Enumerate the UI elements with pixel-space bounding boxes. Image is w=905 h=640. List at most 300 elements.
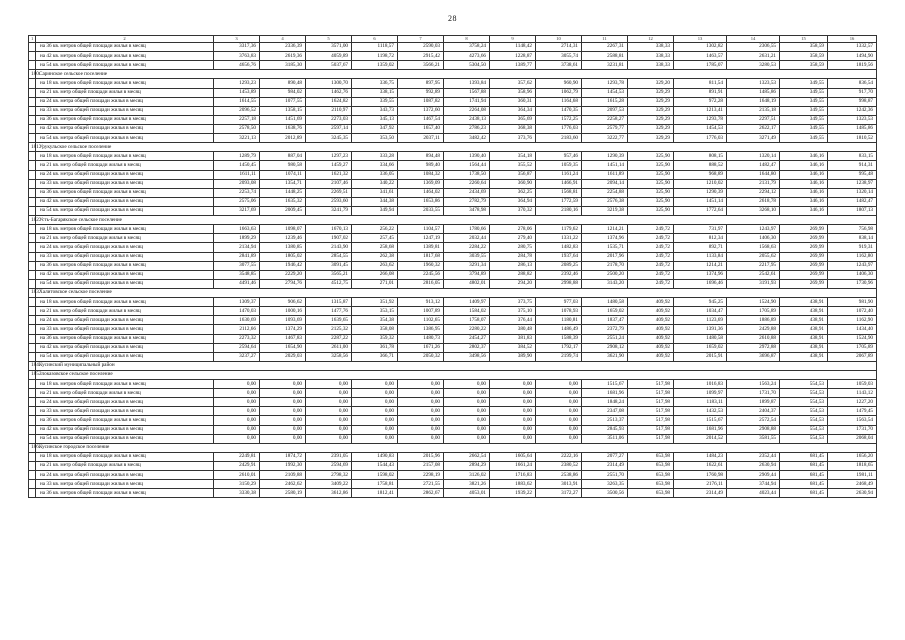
value-cell: 1621,32 <box>306 170 352 179</box>
value-cell: 681,45 <box>780 480 828 489</box>
row-number-cell <box>29 61 36 70</box>
row-number-cell <box>29 398 36 407</box>
value-cell: 1391,36 <box>674 325 727 334</box>
value-cell: 517,98 <box>628 389 674 398</box>
value-cell: 1450,45 <box>214 161 260 170</box>
value-cell: 3291,34 <box>444 261 490 270</box>
value-cell: 349,55 <box>780 134 828 143</box>
value-cell: 1007,89 <box>398 307 444 316</box>
value-cell: 258,68 <box>352 243 398 252</box>
value-cell: 1470,03 <box>214 307 260 316</box>
value-cell: 0,00 <box>306 398 352 407</box>
table-row <box>29 352 877 361</box>
value-cell: 756,98 <box>828 225 877 234</box>
value-cell: 286,13 <box>490 261 536 270</box>
row-label: на 24 кв. метра общей площади жилья в месяц <box>36 398 214 407</box>
value-cell: 811,54 <box>674 79 727 88</box>
column-number: 11 <box>582 36 628 43</box>
value-cell: 1451,14 <box>674 197 727 206</box>
value-cell: 554,53 <box>780 434 828 443</box>
value-cell: 1227,20 <box>828 398 877 407</box>
value-cell: 2029,03 <box>260 352 306 361</box>
value-cell: 2631,21 <box>727 52 780 61</box>
row-number-cell <box>29 307 36 316</box>
row-number-cell <box>29 234 36 243</box>
row-number-cell <box>29 134 36 143</box>
value-cell: 294,20 <box>490 279 536 288</box>
value-cell: 279,40 <box>490 234 536 243</box>
value-cell: 338,15 <box>352 88 398 97</box>
value-cell: 653,98 <box>628 480 674 489</box>
value-cell: 1123,69 <box>674 316 727 325</box>
value-cell: 3219,38 <box>582 206 628 215</box>
value-cell: 3221,13 <box>214 134 260 143</box>
value-cell: 1657,40 <box>398 124 444 133</box>
value-cell: 977,03 <box>536 298 582 307</box>
row-number-cell <box>29 243 36 252</box>
value-cell: 2468,49 <box>828 480 877 489</box>
value-cell: 2015,91 <box>674 352 727 361</box>
value-cell: 1780,66 <box>444 225 490 234</box>
column-number: 10 <box>536 36 582 43</box>
value-cell: 0,00 <box>214 434 260 443</box>
value-cell: 2721,55 <box>398 480 444 489</box>
column-number: 15 <box>780 36 828 43</box>
value-cell: 338,33 <box>628 43 674 52</box>
value-cell: 945,25 <box>674 298 727 307</box>
value-cell: 1180,81 <box>536 316 582 325</box>
value-cell: 517,98 <box>628 398 674 407</box>
value-cell: 892,71 <box>674 243 727 252</box>
row-label: на 33 кв. метра общей площади жилья в месяц <box>36 480 214 489</box>
value-cell: 0,00 <box>398 398 444 407</box>
value-cell: 984,02 <box>260 88 306 97</box>
column-number: 5 <box>306 36 352 43</box>
table-row <box>29 52 877 61</box>
row-number-cell <box>29 452 36 461</box>
row-label: на 42 кв. метра общей площади жилья в месяц <box>36 124 214 133</box>
value-cell: 1659,02 <box>582 307 628 316</box>
column-number: 12 <box>628 36 674 43</box>
value-cell: 681,45 <box>780 471 828 480</box>
value-cell: 1162,90 <box>828 316 877 325</box>
row-number-cell <box>29 115 36 124</box>
value-cell: 3191,93 <box>727 279 780 288</box>
value-cell: 0,00 <box>536 416 582 425</box>
value-cell: 256,22 <box>352 225 398 234</box>
value-cell: 288,82 <box>490 270 536 279</box>
row-number-cell <box>29 170 36 179</box>
value-cell: 1515,67 <box>582 380 628 389</box>
column-number: 3 <box>214 36 260 43</box>
value-cell: 1179,62 <box>536 225 582 234</box>
value-cell: 1490,83 <box>352 452 398 461</box>
section-number: 183. <box>29 288 36 297</box>
value-cell: 271,01 <box>352 279 398 288</box>
value-cell: 0,00 <box>444 425 490 434</box>
value-cell: 2097,53 <box>582 106 628 115</box>
value-cell: 0,00 <box>490 434 536 443</box>
value-cell: 3696,87 <box>727 352 780 361</box>
value-cell: 2254,88 <box>582 188 628 197</box>
value-cell: 1741,94 <box>444 97 490 106</box>
value-cell: 0,00 <box>490 425 536 434</box>
table-row <box>29 161 877 170</box>
row-label: на 54 кв. метра общей площади жилья в месяц <box>36 352 214 361</box>
value-cell: 1451,14 <box>582 161 628 170</box>
row-label: на 21 кв. метр общей площади жилья в месяц <box>36 389 214 398</box>
value-cell: 358,96 <box>490 88 536 97</box>
value-cell: 2798,32 <box>306 471 352 480</box>
section-number: 180. <box>29 70 36 79</box>
value-cell: 0,00 <box>306 380 352 389</box>
value-cell: 1681,96 <box>582 389 628 398</box>
value-cell: 2391,05 <box>306 452 352 461</box>
column-number: 13 <box>674 36 727 43</box>
value-cell: 438,91 <box>780 307 828 316</box>
value-cell: 3222,77 <box>582 134 628 143</box>
table-row <box>29 206 877 215</box>
value-cell: 2578,50 <box>214 124 260 133</box>
value-cell: 972,28 <box>674 97 727 106</box>
section-number: 186. <box>29 443 36 452</box>
value-cell: 1899,87 <box>727 398 780 407</box>
value-cell: 897,95 <box>398 79 444 88</box>
row-label: на 36 кв. метров общей площади жилья в месяц <box>36 416 214 425</box>
table-row <box>29 152 877 161</box>
value-cell: 2579,77 <box>582 124 628 133</box>
value-cell: 2551,24 <box>582 334 628 343</box>
value-cell: 1099,97 <box>674 389 727 398</box>
table-row <box>29 270 877 279</box>
row-number-cell <box>29 43 36 52</box>
value-cell: 517,98 <box>628 380 674 389</box>
value-cell: 1477,76 <box>306 307 352 316</box>
row-label: на 33 кв. метра общей площади жилья в месяц <box>36 407 214 416</box>
value-cell: 3758,24 <box>444 43 490 52</box>
value-cell: 358,08 <box>352 325 398 334</box>
value-cell: 1482,83 <box>536 243 582 252</box>
value-cell: 653,98 <box>628 471 674 480</box>
section-number: 181. <box>29 143 36 152</box>
value-cell: 0,00 <box>444 434 490 443</box>
value-cell: 1588,39 <box>536 334 582 343</box>
value-cell: 2972,88 <box>727 343 780 352</box>
row-number-cell <box>29 206 36 215</box>
section-row <box>29 370 877 379</box>
value-cell: 2012,89 <box>260 134 306 143</box>
value-cell: 1000,16 <box>260 307 306 316</box>
value-cell: 249,72 <box>628 270 674 279</box>
value-cell: 1479,45 <box>828 407 877 416</box>
table-row <box>29 489 877 498</box>
value-cell: 2178,70 <box>582 261 628 270</box>
value-cell: 2538,86 <box>536 471 582 480</box>
value-cell: 1584,02 <box>444 307 490 316</box>
table-row <box>29 298 877 307</box>
value-cell: 0,00 <box>306 434 352 443</box>
value-cell: 2176,11 <box>674 480 727 489</box>
value-cell: 3763,83 <box>214 52 260 61</box>
value-cell: 1331,22 <box>536 234 582 243</box>
row-number-cell <box>29 325 36 334</box>
table-row <box>29 197 877 206</box>
value-cell: 389,90 <box>490 352 536 361</box>
value-cell: 269,99 <box>780 270 828 279</box>
value-cell: 3271,49 <box>727 134 780 143</box>
value-cell: 0,00 <box>536 389 582 398</box>
value-cell: 438,91 <box>780 316 828 325</box>
value-cell: 1564,44 <box>444 161 490 170</box>
value-cell: 4802,01 <box>444 279 490 288</box>
value-cell: 2314,49 <box>582 462 628 471</box>
value-cell: 2513,37 <box>582 416 628 425</box>
value-cell: 2841,89 <box>214 252 260 261</box>
value-cell: 2015,96 <box>398 452 444 461</box>
section-number: 182. <box>29 216 36 225</box>
table-row <box>29 425 877 434</box>
value-cell: 1164,68 <box>536 97 582 106</box>
value-cell: 0,00 <box>306 407 352 416</box>
value-cell: 1992,30 <box>260 462 306 471</box>
row-label: на 21 кв. метр общей площади жилья в месяц <box>36 161 214 170</box>
value-cell: 373,75 <box>490 298 536 307</box>
value-cell: 2180,16 <box>536 206 582 215</box>
row-label: на 33 кв. метра общей площади жилья в месяц <box>36 106 214 115</box>
value-cell: 351,92 <box>352 298 398 307</box>
value-cell: 384,52 <box>490 343 536 352</box>
value-cell: 0,00 <box>214 389 260 398</box>
value-cell: 4023,44 <box>727 489 780 498</box>
table-row <box>29 179 877 188</box>
value-cell: 368,38 <box>490 124 536 133</box>
value-cell: 249,72 <box>628 252 674 261</box>
value-cell: 0,00 <box>214 380 260 389</box>
value-cell: 376,44 <box>490 316 536 325</box>
value-cell: 1247,19 <box>398 234 444 243</box>
row-number-cell <box>29 52 36 61</box>
value-cell: 1638,76 <box>260 124 306 133</box>
value-cell: 1524,90 <box>727 298 780 307</box>
value-cell: 1960,32 <box>398 261 444 270</box>
value-cell: 1567,88 <box>444 88 490 97</box>
value-cell: 1453,89 <box>214 88 260 97</box>
value-cell: 325,90 <box>628 188 674 197</box>
value-cell: 517,98 <box>628 425 674 434</box>
value-cell: 2372,79 <box>582 325 628 334</box>
section-row <box>29 143 877 152</box>
value-cell: 3738,61 <box>536 61 582 70</box>
row-label: на 54 кв. метров общей площади жилья в месяц <box>36 61 214 70</box>
value-cell: 262,38 <box>352 252 398 261</box>
table-row <box>29 252 877 261</box>
table-row <box>29 480 877 489</box>
value-cell: 1374,96 <box>674 270 727 279</box>
row-number-cell <box>29 316 36 325</box>
value-cell: 2037,11 <box>398 134 444 143</box>
value-cell: 995,48 <box>828 170 877 179</box>
value-cell: 554,53 <box>780 389 828 398</box>
table-row <box>29 225 877 234</box>
value-cell: 1059,03 <box>828 380 877 389</box>
value-cell: 2109,88 <box>260 471 306 480</box>
value-cell: 894,48 <box>398 152 444 161</box>
value-cell: 278,06 <box>490 225 536 234</box>
value-cell: 2619,36 <box>260 52 306 61</box>
value-cell: 362,25 <box>490 188 536 197</box>
value-cell: 1320,14 <box>727 152 780 161</box>
value-cell: 349,55 <box>780 106 828 115</box>
value-cell: 2908,12 <box>582 343 628 352</box>
value-cell: 1358,15 <box>260 106 306 115</box>
value-cell: 344,38 <box>352 197 398 206</box>
value-cell: 438,91 <box>780 325 828 334</box>
value-cell: 812,34 <box>674 234 727 243</box>
value-cell: 2112,66 <box>214 325 260 334</box>
value-cell: 1243,97 <box>828 261 877 270</box>
section-row <box>29 443 877 452</box>
value-cell: 1434,40 <box>828 325 877 334</box>
value-cell: 349,55 <box>780 97 828 106</box>
value-cell: 1315,87 <box>306 298 352 307</box>
value-cell: 2014,52 <box>674 434 727 443</box>
value-cell: 438,91 <box>780 334 828 343</box>
value-cell: 0,00 <box>536 380 582 389</box>
value-cell: 3241,79 <box>306 206 352 215</box>
value-cell: 346,16 <box>780 179 828 188</box>
row-label: на 33 кв. метра общей площади жилья в месяц <box>36 179 214 188</box>
row-label: на 18 кв. метров общей площади жилья в месяц <box>36 298 214 307</box>
section-row <box>29 70 877 79</box>
value-cell: 0,00 <box>260 407 306 416</box>
value-cell: 2894,29 <box>444 462 490 471</box>
value-cell: 0,00 <box>352 389 398 398</box>
value-cell: 913,12 <box>398 298 444 307</box>
section-row <box>29 361 877 370</box>
value-cell: 0,00 <box>536 434 582 443</box>
value-cell: 3821,26 <box>444 480 490 489</box>
value-cell: 3013,91 <box>536 480 582 489</box>
value-cell: 3143,20 <box>582 279 628 288</box>
value-cell: 2782,79 <box>444 197 490 206</box>
value-cell: 325,90 <box>628 152 674 161</box>
value-cell: 2594,69 <box>306 462 352 471</box>
value-cell: 0,00 <box>536 407 582 416</box>
row-number-cell <box>29 179 36 188</box>
table-row <box>29 325 877 334</box>
row-label: на 42 кв. метров общей площади жилья в месяц <box>36 52 214 61</box>
value-cell: 2143,90 <box>306 243 352 252</box>
value-cell: 0,00 <box>352 416 398 425</box>
value-cell: 2245,56 <box>398 270 444 279</box>
row-label: на 21 кв. метр общей площади жилья в месяц <box>36 462 214 471</box>
value-cell: 2618,78 <box>727 197 780 206</box>
value-cell: 2588,81 <box>582 52 628 61</box>
value-cell: 0,00 <box>260 416 306 425</box>
value-cell: 1104,57 <box>398 225 444 234</box>
value-cell: 1639,65 <box>306 316 352 325</box>
row-label: на 54 кв. метра общей площади жилья в месяц <box>36 279 214 288</box>
value-cell: 325,90 <box>628 179 674 188</box>
value-cell: 960,90 <box>536 79 582 88</box>
value-cell: 888,52 <box>674 161 727 170</box>
row-number-cell <box>29 252 36 261</box>
value-cell: 346,16 <box>780 161 828 170</box>
value-cell: 1807,13 <box>828 206 877 215</box>
value-cell: 1572,25 <box>536 115 582 124</box>
value-cell: 346,16 <box>780 206 828 215</box>
value-cell: 0,00 <box>260 425 306 434</box>
value-cell: 1409,97 <box>444 298 490 307</box>
value-cell: 1432,53 <box>674 407 727 416</box>
row-label: на 21 кв. метр общей площади жилья в месяц <box>36 307 214 316</box>
value-cell: 0,00 <box>306 425 352 434</box>
value-cell: 358,59 <box>780 52 828 61</box>
value-cell: 3039,55 <box>444 252 490 261</box>
value-cell: 2096,52 <box>214 106 260 115</box>
row-label: на 24 кв. метра общей площади жилья в месяц <box>36 471 214 480</box>
value-cell: 2273,03 <box>306 115 352 124</box>
value-cell: 1681,96 <box>674 425 727 434</box>
value-cell: 1214,21 <box>674 261 727 270</box>
value-cell: 2462,62 <box>260 480 306 489</box>
value-cell: 906,62 <box>260 298 306 307</box>
value-cell: 1810,52 <box>828 134 877 143</box>
value-cell: 1563,54 <box>828 416 877 425</box>
row-number-cell <box>29 407 36 416</box>
value-cell: 338,33 <box>628 61 674 70</box>
value-cell: 0,00 <box>490 398 536 407</box>
value-cell: 2593,60 <box>306 197 352 206</box>
value-cell: 2297,51 <box>727 115 780 124</box>
value-cell: 1760,98 <box>674 471 727 480</box>
value-cell: 1297,23 <box>306 152 352 161</box>
column-number: 2 <box>36 36 214 43</box>
value-cell: 1654,90 <box>260 343 306 352</box>
value-cell: 1837,47 <box>582 316 628 325</box>
value-cell: 0,00 <box>398 434 444 443</box>
value-cell: 1848,24 <box>582 398 628 407</box>
value-cell: 2998,88 <box>536 279 582 288</box>
value-cell: 0,00 <box>260 434 306 443</box>
value-cell: 1614,55 <box>214 97 260 106</box>
value-cell: 1611,89 <box>582 170 628 179</box>
value-cell: 2280,22 <box>444 325 490 334</box>
value-cell: 3330,38 <box>214 489 260 498</box>
row-label: на 36 кв. метров общей площади жилья в месяц <box>36 188 214 197</box>
value-cell: 1162,80 <box>828 252 877 261</box>
value-cell: 554,53 <box>780 380 828 389</box>
value-cell: 438,91 <box>780 352 828 361</box>
value-cell: 957,46 <box>536 152 582 161</box>
value-cell: 249,72 <box>628 225 674 234</box>
value-cell: 1515,67 <box>674 416 727 425</box>
value-cell: 1462,76 <box>306 88 352 97</box>
value-cell: 1133,84 <box>674 252 727 261</box>
row-number-cell <box>29 79 36 88</box>
value-cell: 1467,54 <box>398 115 444 124</box>
value-cell: 1937,64 <box>536 252 582 261</box>
table-row <box>29 452 877 461</box>
value-cell: 364,94 <box>490 197 536 206</box>
value-cell: 2662,54 <box>444 452 490 461</box>
value-cell: 1730,96 <box>828 279 877 288</box>
row-label: на 54 кв. метра общей площади жилья в месяц <box>36 134 214 143</box>
value-cell: 1143,12 <box>828 389 877 398</box>
value-cell: 409,92 <box>628 325 674 334</box>
value-cell: 1731,70 <box>828 425 877 434</box>
value-cell: 1372,60 <box>398 106 444 115</box>
